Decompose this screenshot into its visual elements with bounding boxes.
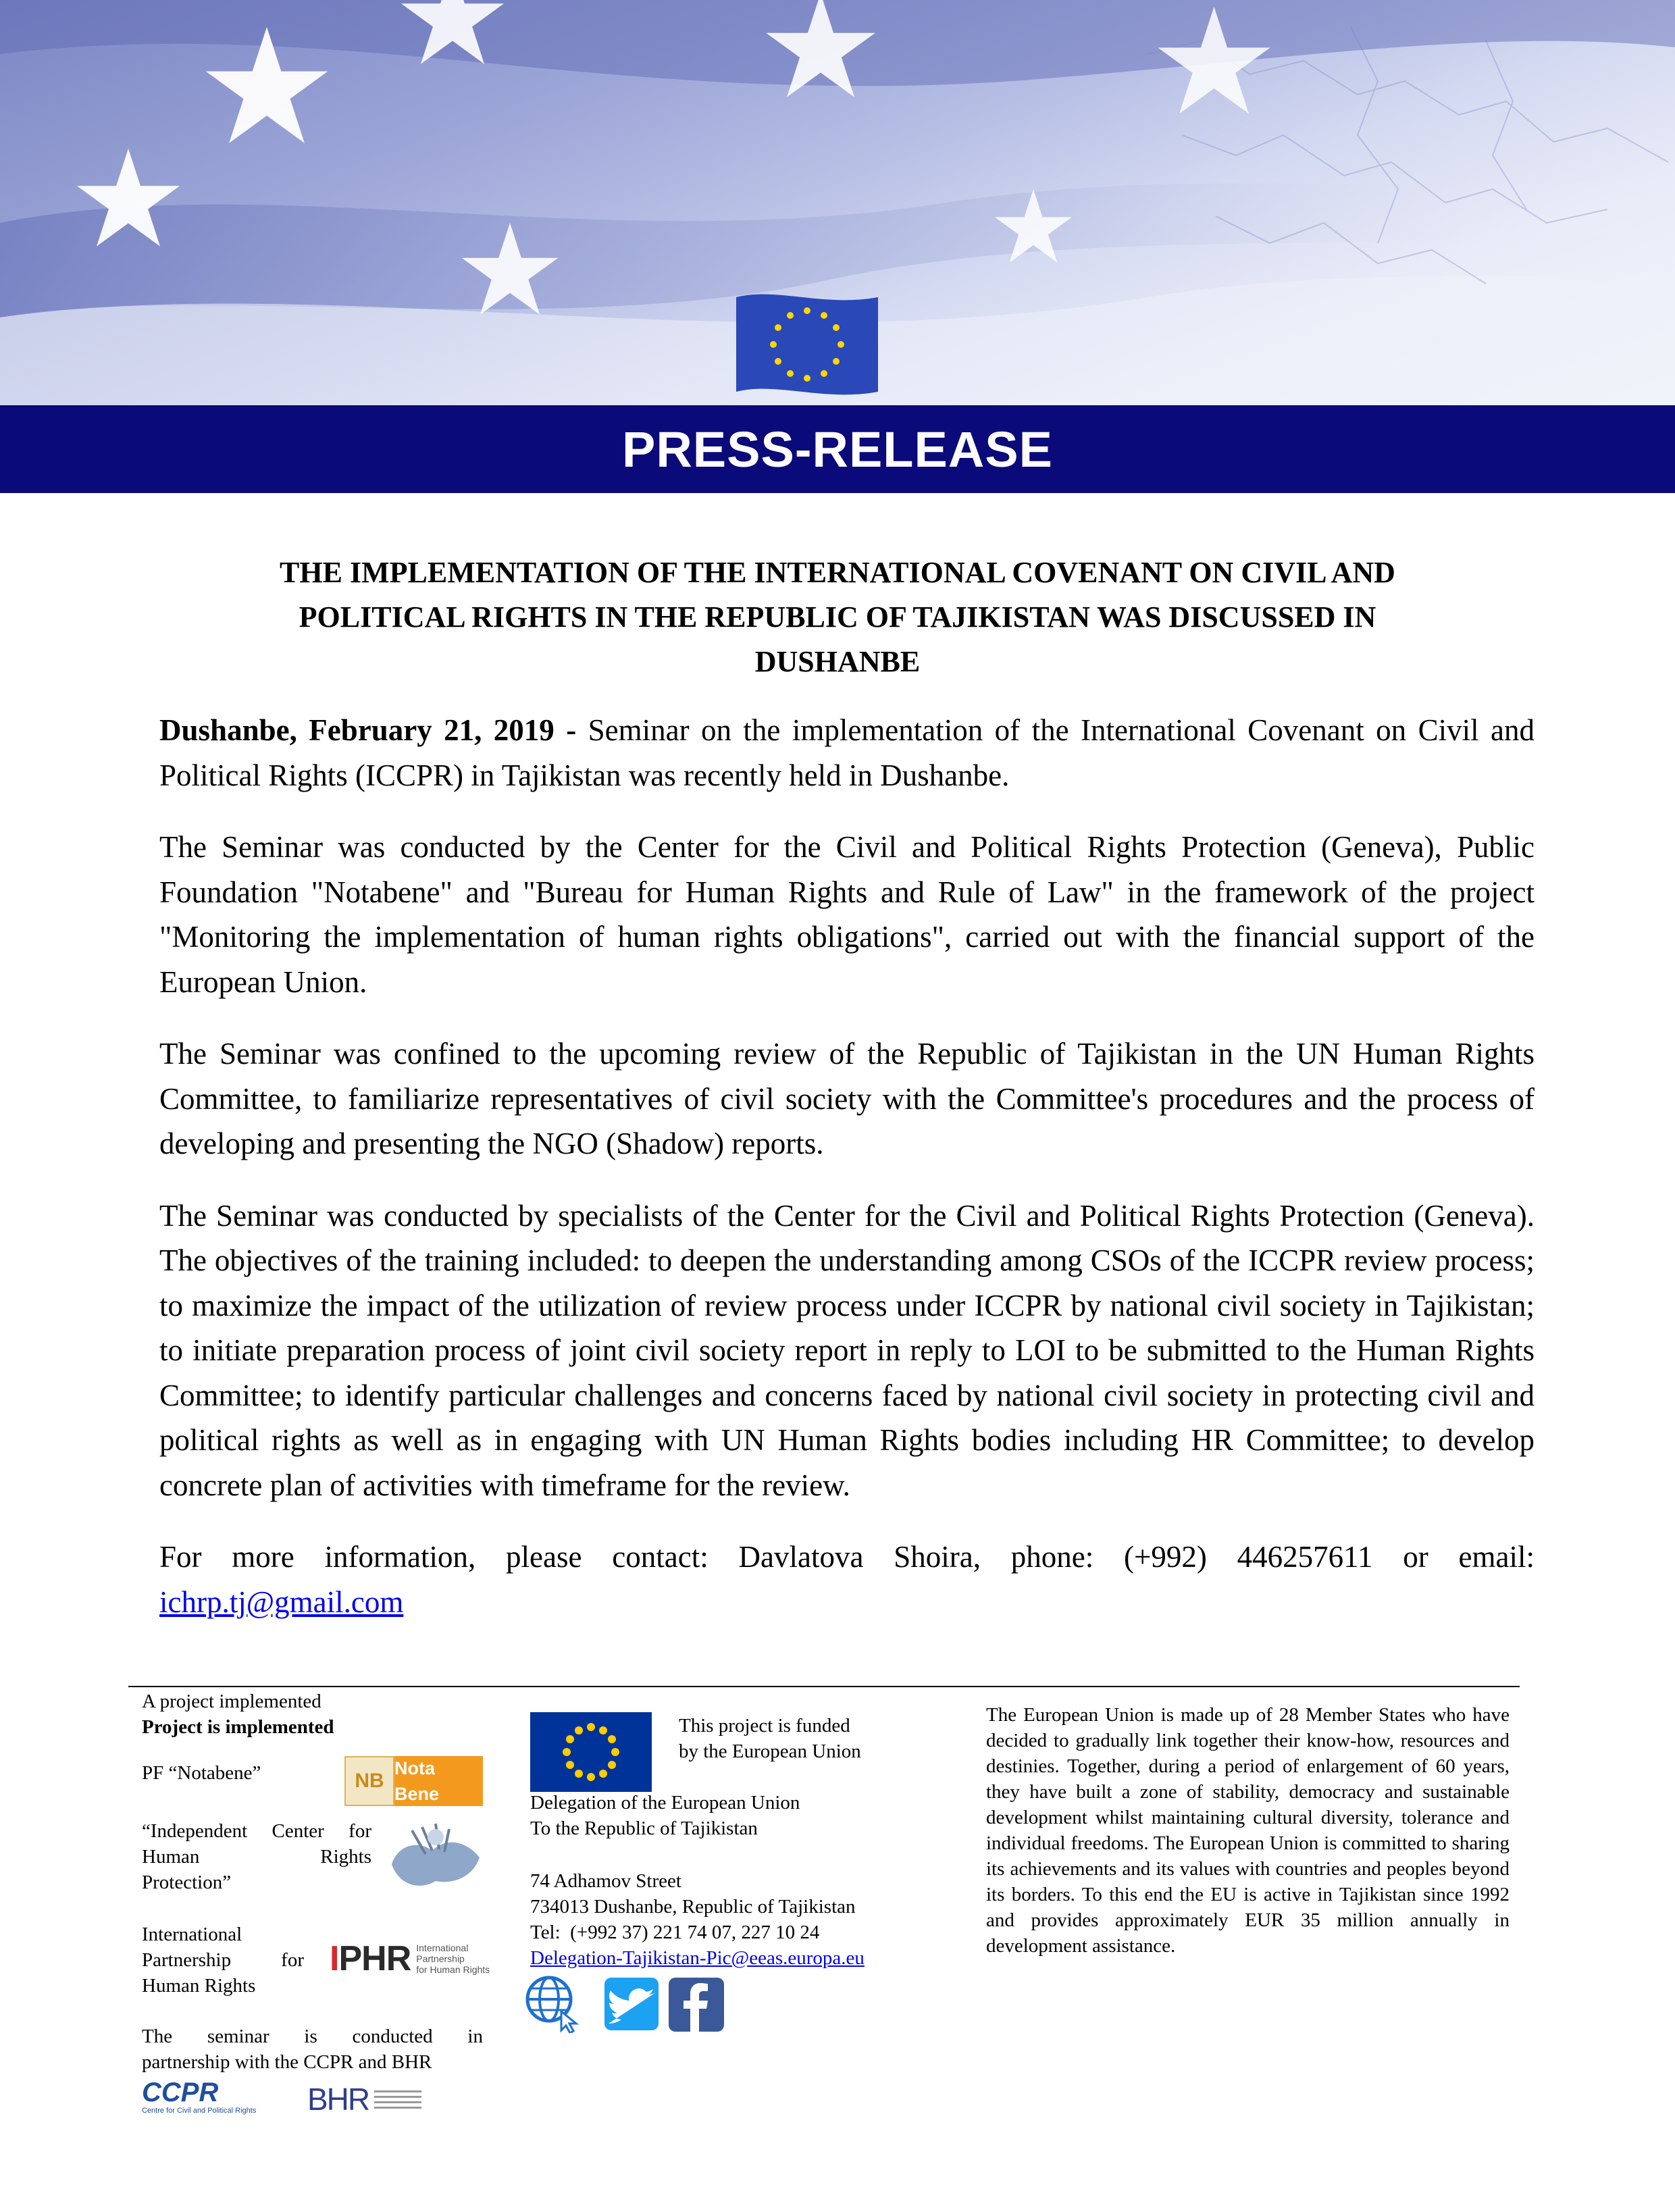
article-body [159, 708, 1535, 1651]
eu-description: The European Union is made up of 28 Member States who have decided to gradually link together their know-how, resources and destinies. Together, during a period of enlargement of 60 years, they have built a zone of stability, democracy and sustainable development whilst maintaining cultural diversity, tolerance and individual freedoms. The European Union is committed to sharing its achievements and its values with countries and peoples beyond its borders. To this end the EU is active in Tajikistan since 1992 and provides approximately EUR 35 million annually in development assistance. [986, 1704, 1510, 1957]
paragraph-2: The Seminar was conducted by the Center for the Civil and Political Rights Protection (Geneva), Public Foundation "Notabene" and "Bureau for Human Rights and Rule of Law" in the framework of the project "Monitoring the implementation of human rights obligations", carried out with the financial support of the European Union. [159, 830, 1535, 999]
banner-graphic [0, 0, 1675, 405]
nota-bene-wordmark: Nota Bene [394, 1756, 483, 1806]
bhr-mark: BHR [307, 2082, 369, 2117]
partner-icrp-label-3: Protection” [142, 1872, 232, 1893]
delegation-line-2: To the Republic of Tajikistan [530, 1818, 758, 1839]
ccpr-mark: CCPR [142, 2078, 219, 2107]
iphr-subtitle: International Partnership for Human Rights [416, 1943, 490, 1975]
headline-line: POLITICAL RIGHTS IN THE REPUBLIC OF TAJIKISTAN WAS DISCUSSED IN [299, 600, 1376, 634]
partner-notabene-label: PF “Notabene” [142, 1762, 261, 1784]
partner-icrp-label-1: “Independent Center for [142, 1820, 371, 1842]
delegation-line-1: Delegation of the European Union [530, 1792, 800, 1814]
page-title: PRESS-RELEASE [621, 421, 1054, 478]
twitter-icon[interactable] [604, 1978, 659, 2030]
footer-divider [128, 1686, 1520, 1687]
ccpr-subtitle: Centre for Civil and Political Rights [142, 2107, 257, 2115]
funded-line-1: This project is funded [679, 1715, 850, 1737]
eu-flag-banner [0, 0, 1675, 405]
bhr-logo [307, 2079, 429, 2119]
seminar-partnership-1: The seminar is conducted in [142, 2026, 483, 2047]
iphr-logo [330, 1935, 492, 1982]
project-implemented: A project implemented [142, 1691, 321, 1712]
partner-icrp-label-2: Human Rights [142, 1846, 371, 1868]
ccpr-logo [142, 2079, 297, 2119]
partner-iphr-label-2: Partnership for [142, 1949, 304, 1971]
notabene-logo [344, 1756, 483, 1806]
globe-icon[interactable] [522, 1972, 583, 2033]
contact-text: For more information, please contact: Davlatova Shoira, phone: (+992) 446257611 or email: [159, 1540, 1535, 1574]
iphr-mark: IPHR [330, 1939, 411, 1978]
partner-iphr-label-3: Human Rights [142, 1975, 256, 1997]
press-release-title-bar [0, 405, 1675, 493]
seminar-partnership-2: partnership with the CCPR and BHR [142, 2051, 432, 2073]
headline-line: DUSHANBE [754, 645, 921, 678]
project-implemented-bold: Project is implemented [142, 1716, 334, 1738]
paragraph-intro [159, 708, 1535, 798]
address-line-2: 734013 Dushanbe, Republic of Tajikistan [530, 1896, 856, 1918]
funded-line-2: by the European Union [679, 1741, 861, 1762]
paragraph-contact [159, 1535, 1535, 1624]
headline-line: THE IMPLEMENTATION OF THE INTERNATIONAL COVENANT ON CIVIL AND [280, 556, 1395, 589]
facebook-icon[interactable] [669, 1978, 724, 2032]
eu-flag-logo [530, 1712, 652, 1792]
telephone: Tel: (+992 37) 221 74 07, 227 10 24 [530, 1922, 820, 1943]
contact-email-link[interactable]: ichrp.tj@gmail.com [159, 1585, 404, 1619]
headline [155, 550, 1520, 684]
paragraph-4: The Seminar was conducted by specialists of the Center for the Civil and Political Rights Protection (Geneva). The objectives of the training included: to deepen the understanding among CSOs of the ICCPR review process; to maximize the impact of the utilization of review process under ICCPR by national civil society in Tajikistan; to initiate preparation process of joint civil society report in reply to LOI to be submitted to the Human Rights Committee; to identify particular challenges and concerns faced by national civil society in protecting civil and political rights as well as in engaging with UN Human Rights bodies including HR Committee; to develop concrete plan of activities with timeframe for the review. [159, 1198, 1535, 1502]
intro-text: Seminar on the implementation of the International Covenant on Civil and Political Rights (ICCPR) in Tajikistan was recently held in Dushanbe. [159, 713, 1535, 792]
nb-logo-mark: NB [344, 1756, 394, 1806]
eu-flag-icon [736, 294, 878, 395]
delegation-email-link[interactable]: Delegation-Tajikistan-Pic@eeas.europa.eu [530, 1947, 865, 1969]
icrp-map-logo [385, 1817, 486, 1898]
address-line-1: 74 Adhamov Street [530, 1870, 681, 1892]
dateline: Dushanbe, February 21, 2019 - [159, 713, 577, 747]
paragraph-3: The Seminar was confined to the upcoming review of the Republic of Tajikistan in the UN Human Rights Committee, to familiarize representatives of civil society with the Committee's procedures and the process of developing and presenting the NGO (Shadow) reports. [159, 1037, 1535, 1160]
partner-iphr-label-1: International [142, 1924, 242, 1945]
